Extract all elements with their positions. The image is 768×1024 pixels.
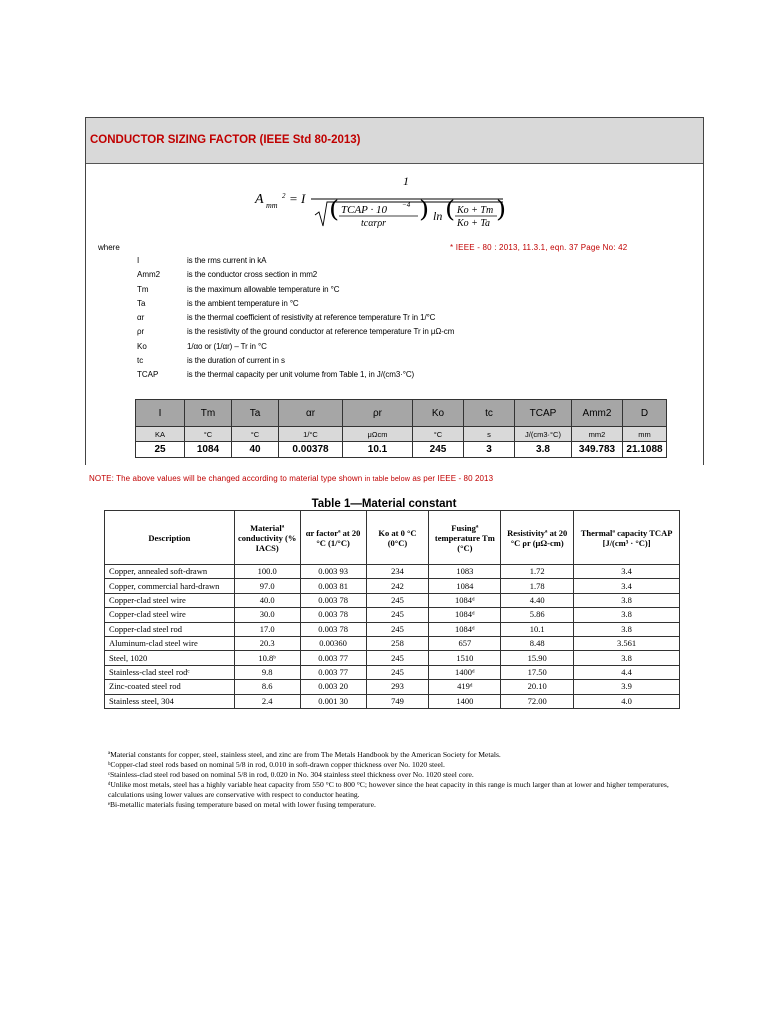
material-value-cell: 1400 (429, 694, 501, 708)
formula-lhs-sub: mm (266, 201, 278, 210)
material-table-title: Table 1—Material constant (311, 498, 457, 510)
material-value-cell: 0.003 93 (300, 565, 366, 579)
material-value-cell: 4.40 (501, 593, 574, 607)
definition-text: is the thermal coefficient of resistivity at reference temperature Tr in 1/°C (187, 313, 436, 323)
formula-tcap: TCAP · 10 (341, 204, 387, 216)
calc-unit-cell: KA (136, 427, 185, 442)
material-value-cell: 4.0 (574, 694, 680, 708)
material-value-cell: 0.003 77 (300, 665, 366, 679)
material-value-cell: 0.00360 (300, 636, 366, 650)
calc-header-cell: I (136, 400, 185, 427)
material-value-cell: 0.003 78 (300, 622, 366, 636)
material-description-cell: Zinc-coated steel rod (105, 680, 235, 694)
material-value-cell: 1084ᵈ (429, 622, 501, 636)
footnote: ᶜStainless-clad steel rod based on nominal 5/8 in rod, 0.020 in No. 304 stainless steel thickness over No. 1020 steel core. (108, 770, 474, 779)
material-value-cell: 242 (366, 579, 429, 593)
definition-row (137, 270, 454, 284)
formula-lhs-sup: 2 (282, 192, 286, 200)
calc-header-cell: tc (464, 400, 515, 427)
definition-row (137, 256, 454, 270)
calc-header-cell: αr (279, 400, 343, 427)
material-row (105, 651, 680, 665)
calc-unit-cell: °C (413, 427, 464, 442)
material-value-cell: 9.8 (234, 665, 300, 679)
material-value-cell: 100.0 (234, 565, 300, 579)
material-value-cell: 293 (366, 680, 429, 694)
definition-row (137, 285, 454, 299)
calc-header-cell: D (623, 400, 667, 427)
material-value-cell: 2.4 (234, 694, 300, 708)
sheet-header (86, 118, 703, 164)
material-header-cell: Description (105, 511, 235, 565)
definition-text: is the conductor cross section in mm2 (187, 270, 318, 280)
calc-header-cell: Tm (185, 400, 232, 427)
material-value-cell: 0.003 78 (300, 593, 366, 607)
formula-exp: −4 (402, 201, 411, 209)
material-value-cell: 234 (366, 565, 429, 579)
definition-row (137, 299, 454, 313)
calc-unit-cell: °C (185, 427, 232, 442)
calc-value-cell: 3 (464, 442, 515, 458)
calc-header-cell: Amm2 (572, 400, 623, 427)
where-label: where (98, 243, 120, 252)
calc-header-row (136, 400, 667, 427)
definition-text: is the rms current in kA (187, 256, 267, 265)
calc-units-row (136, 427, 667, 442)
definition-symbol: Ko (137, 341, 147, 351)
material-description-cell: Stainless-clad steel rodᶜ (105, 665, 235, 679)
right-paren: ) (419, 195, 430, 223)
material-value-cell: 245 (366, 593, 429, 607)
material-row (105, 694, 680, 708)
material-value-cell: 3.9 (574, 680, 680, 694)
material-value-cell: 40.0 (234, 593, 300, 607)
formula-ln: ln (433, 209, 443, 223)
material-header-cell: αr factorª at 20 °C (1/°C) (300, 511, 366, 565)
material-value-cell: 1084ᵈ (429, 608, 501, 622)
material-row (105, 665, 680, 679)
definition-row (137, 327, 454, 341)
material-value-cell: 245 (366, 665, 429, 679)
definition-symbol: Ta (137, 298, 146, 308)
calc-unit-cell: °C (232, 427, 279, 442)
material-value-cell: 3.8 (574, 622, 680, 636)
calc-unit-cell: 1/°C (279, 427, 343, 442)
material-value-cell: 258 (366, 636, 429, 650)
calc-unit-cell: μΩcm (343, 427, 413, 442)
footnote: ᵉBi-metallic materials fusing temperature based on metal with lower fusing temperature. (108, 800, 376, 809)
note-small: in table below (364, 474, 411, 483)
calc-value-cell: 1084 (185, 442, 232, 458)
definition-text: is the duration of current in s (187, 356, 285, 366)
formula-lhs: A (255, 192, 264, 207)
definition-symbol: I (137, 256, 140, 265)
material-value-cell: 8.48 (501, 636, 574, 650)
material-value-cell: 1510 (429, 651, 501, 665)
calc-unit-cell: J/(cm3·°C) (515, 427, 572, 442)
definition-symbol: Amm2 (137, 270, 161, 280)
calc-value-cell: 21.1088 (623, 442, 667, 458)
material-value-cell: 30.0 (234, 608, 300, 622)
material-value-cell: 0.003 81 (300, 579, 366, 593)
material-row (105, 622, 680, 636)
material-value-cell: 0.001 30 (300, 694, 366, 708)
material-description-cell: Copper, annealed soft-drawn (105, 565, 235, 579)
note-text (89, 474, 493, 483)
material-value-cell: 419ᵈ (429, 680, 501, 694)
ln-left-paren: ( (445, 195, 456, 223)
material-value-cell: 4.4 (574, 665, 680, 679)
material-value-cell: 0.003 20 (300, 680, 366, 694)
calc-value-cell: 0.00378 (279, 442, 343, 458)
formula-denominator: tcαrρr (361, 218, 387, 228)
material-value-cell: 3.8 (574, 651, 680, 665)
formula-graphic (253, 170, 513, 228)
calc-value-cell: 3.8 (515, 442, 572, 458)
material-value-cell: 72.00 (501, 694, 574, 708)
definition-row (137, 370, 454, 384)
calc-value-cell: 40 (232, 442, 279, 458)
symbol-definitions (137, 256, 454, 385)
material-value-cell: 15.90 (501, 651, 574, 665)
material-value-cell: 1084ᵈ (429, 593, 501, 607)
calc-value-cell: 349.783 (572, 442, 623, 458)
material-value-cell: 245 (366, 651, 429, 665)
material-description-cell: Stainless steel, 304 (105, 694, 235, 708)
material-value-cell: 17.50 (501, 665, 574, 679)
material-value-cell: 3.8 (574, 593, 680, 607)
material-description-cell: Copper-clad steel wire (105, 608, 235, 622)
calc-header-cell: TCAP (515, 400, 572, 427)
calc-unit-cell: mm2 (572, 427, 623, 442)
definition-symbol: Tm (137, 284, 149, 294)
material-header-cell: Resistivityª at 20 °C ρr (μΩ-cm) (501, 511, 574, 565)
material-value-cell: 3.561 (574, 636, 680, 650)
material-value-cell: 245 (366, 622, 429, 636)
material-row (105, 565, 680, 579)
material-constant-table (104, 510, 680, 709)
calc-header-cell: Ta (232, 400, 279, 427)
footnote: ªMaterial constants for copper, steel, stainless steel, and zinc are from The Metals Handbook by the American Society for Metals. (108, 750, 501, 759)
definition-row (137, 313, 454, 327)
note-prefix: NOTE: The above values will be changed according to material type shown (89, 474, 365, 483)
material-header-row (105, 511, 680, 565)
material-row (105, 593, 680, 607)
calc-value-cell: 245 (413, 442, 464, 458)
material-row (105, 680, 680, 694)
standard-reference: * IEEE - 80 : 2013, 11.3.1, eqn. 37 Page No: 42 (450, 243, 628, 252)
calc-header-cell: Ko (413, 400, 464, 427)
material-value-cell: 657 (429, 636, 501, 650)
material-value-cell: 749 (366, 694, 429, 708)
calc-value-cell: 10.1 (343, 442, 413, 458)
material-value-cell: 1084 (429, 579, 501, 593)
material-description-cell: Copper-clad steel wire (105, 593, 235, 607)
definition-text: is the resistivity of the ground conductor at reference temperature Tr in μΩ-cm (187, 327, 455, 337)
material-header-cell: Materialª conductivity (% IACS) (234, 511, 300, 565)
note-suffix: as per IEEE - 80 2013 (410, 474, 494, 483)
material-row (105, 608, 680, 622)
material-row (105, 579, 680, 593)
definition-text: is the maximum allowable temperature in °C (187, 284, 340, 294)
material-value-cell: 1.72 (501, 565, 574, 579)
material-value-cell: 0.003 78 (300, 608, 366, 622)
definition-row (137, 356, 454, 370)
material-header-cell: Fusingª temperature Tm (°C) (429, 511, 501, 565)
definition-symbol: ρr (137, 327, 145, 337)
material-description-cell: Aluminum-clad steel wire (105, 636, 235, 650)
material-header-cell: Ko at 0 °C (0°C) (366, 511, 429, 565)
footnote: ᵇCopper-clad steel rods based on nominal 5/8 in rod, 0.010 in soft-drawn copper thickness over No. 1020 steel. (108, 760, 445, 769)
definition-row (137, 342, 454, 356)
footnote: ᵈUnlike most metals, steel has a highly variable heat capacity from 550 °C to 800 °C; however since the heat capacity in this range is much larger than at lower and higher temperatures, calculations using lower values are conservative with respect to conductor heating. (108, 780, 669, 799)
material-value-cell: 1083 (429, 565, 501, 579)
material-value-cell: 1400ᵈ (429, 665, 501, 679)
formula-equals-i: = I (289, 191, 306, 206)
calc-values-row (136, 442, 667, 458)
material-value-cell: 10.1 (501, 622, 574, 636)
material-value-cell: 1.78 (501, 579, 574, 593)
formula-ln-den: Ko + Ta (457, 218, 491, 228)
material-value-cell: 3.8 (574, 608, 680, 622)
definition-symbol: αr (137, 313, 145, 323)
calc-unit-cell: mm (623, 427, 667, 442)
material-description-cell: Copper, commercial hard-drawn (105, 579, 235, 593)
material-value-cell: 20.3 (234, 636, 300, 650)
table-footnotes (108, 750, 688, 810)
material-value-cell: 8.6 (234, 680, 300, 694)
material-value-cell: 17.0 (234, 622, 300, 636)
page-title: CONDUCTOR SIZING FACTOR (IEEE Std 80-2013) (90, 134, 361, 146)
calc-value-cell: 25 (136, 442, 185, 458)
calculation-table (135, 399, 667, 458)
definition-text: 1/αo or (1/αr) – Tr in °C (187, 341, 267, 351)
definition-symbol: TCAP (137, 370, 159, 380)
material-header-cell: Thermalª capacity TCAP [J/(cm³ · °C)] (574, 511, 680, 565)
material-value-cell: 97.0 (234, 579, 300, 593)
material-description-cell: Copper-clad steel rod (105, 622, 235, 636)
conductor-sizing-formula (253, 170, 513, 228)
definition-symbol: tc (137, 356, 144, 366)
material-row (105, 636, 680, 650)
definition-text: is the ambient temperature in °C (187, 298, 299, 308)
material-value-cell: 245 (366, 608, 429, 622)
material-value-cell: 3.4 (574, 579, 680, 593)
material-value-cell: 0.003 77 (300, 651, 366, 665)
material-value-cell: 20.10 (501, 680, 574, 694)
ln-right-paren: ) (496, 195, 507, 223)
material-value-cell: 10.8ᵇ (234, 651, 300, 665)
calc-header-cell: ρr (343, 400, 413, 427)
material-rows (105, 565, 680, 709)
formula-numerator: 1 (403, 174, 409, 188)
definition-text: is the thermal capacity per unit volume from Table 1, in J/(cm3·°C) (187, 370, 415, 380)
formula-ln-num: Ko + Tm (457, 205, 494, 216)
material-value-cell: 5.86 (501, 608, 574, 622)
calc-unit-cell: s (464, 427, 515, 442)
material-value-cell: 3.4 (574, 565, 680, 579)
left-paren: ( (329, 195, 340, 223)
material-description-cell: Steel, 1020 (105, 651, 235, 665)
